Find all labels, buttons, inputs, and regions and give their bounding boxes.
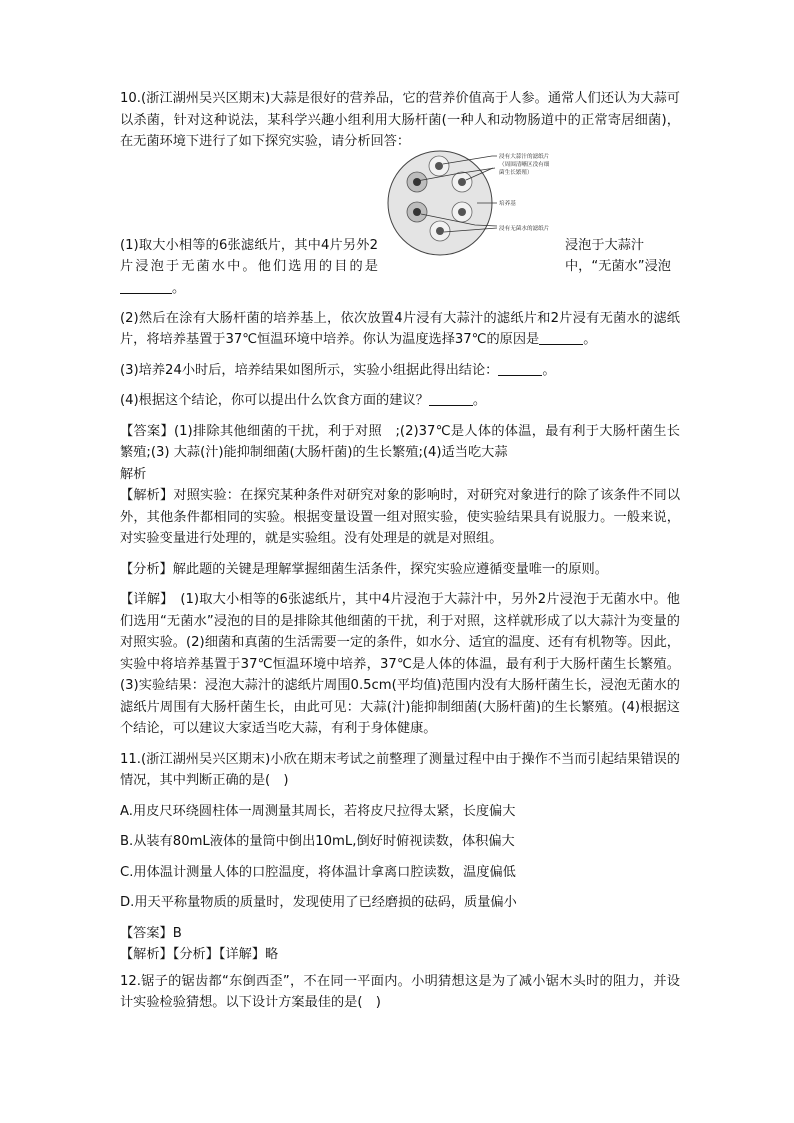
question-10-detail: 【详解】 (1)取大小相等的6张滤纸片，其中4片浸泡于大蒜汁中，另外2片浸泡于无菌水中。他们选用“无菌水”浸泡的目的是排除其他细菌的干扰，利于对照，这样就形成了以大蒜汁为变量的对照实验。(2)细菌和真菌的生活需要一定的条件，如水分、适宜的温度、还有有机物等。因此，实验中将培养基置于37℃恒温环境中培养，37℃是人体的体温，最有利于大肠杆菌生长繁殖。(3)实验结果：浸泡大蒜汁的滤纸片周围0.5cm(平均值)范围内没有大肠杆菌生长，浸泡无菌水的滤纸片周围有大肠杆菌生长，由此可见：大蒜(汁)能抑制细菌(大肠杆菌)的生长繁殖。(4)根据这个结论，可以建议大家适当吃大蒜，有利于身体健康。 [120, 592, 680, 736]
question-11-option-c: C.用体温计测量人体的口腔温度，将体温计拿离口腔读数，温度偏低 [120, 864, 516, 880]
garlic-disc-1 [429, 156, 449, 176]
question-10-part-3: (3)培养24小时后，培养结果如图所示，实验小组据此得出结论： [120, 362, 499, 378]
question-11-option-d: D.用天平称量物质的质量时，发现使用了已经磨损的砝码，质量偏小 [120, 895, 517, 910]
question-11-answer: 【答案】B [120, 925, 182, 941]
question-11-option-a: A.用皮尺环绕圆柱体一周测量其周长，若将皮尺拉得太紧，长度偏大 [120, 803, 516, 819]
water-disc-1 [407, 172, 427, 192]
label-garlic-disc: 浸有大蒜汁的滤纸片 [499, 153, 550, 160]
jiexi-heading: 解析 [120, 466, 147, 482]
question-10-part-1-continued: 浸泡于大蒜汁中，“无菌水”浸泡 [565, 237, 671, 274]
answer-blank-2 [539, 330, 583, 345]
answer-blank-4 [429, 391, 473, 406]
document-page: 10.(浙江湖州吴兴区期末)大蒜是很好的营养品，它的营养价值高于人参。通常人们还认为大蒜可以杀菌，针对这种说法，某科学兴趣小组利用大肠杆菌(一种人和动物肠道中的正常寄居细菌)，在无菌环境下进行了如下探究实验，请分析回答： 浸有大蒜汁的滤纸片 （周围清晰区没有细 菌生长繁殖） 培养基 浸有无菌水的滤纸片 (1)取大小相等的6张滤纸片，其中4片另外2片浸泡于无菌水中。他们选用的目的是。 浸泡于大蒜汁中，“无菌水”浸泡 (2)然后在涂有大肠杆菌的培养基上，依次放置4片浸有大蒜汁的滤纸片和2片浸有无菌水的滤纸片，将培养基置于37℃恒温环境中培养。你认为温度选择37℃的原因是 。 (3)培养24小时后，培养结果如图所示，实验小组据此得出结论： 。 (4)根据这个结论，你可以提出什么饮食方面的建议？ 。 【答案】(1)排除其他细菌的干扰，利于对照 ;(2)37℃是人体的体温，最有利于大肠杆菌生长繁殖;(3) 大蒜(汁)能抑制细菌(大肠杆菌)的生长繁殖;(4)适当吃大蒜 解析 【解析】对照实验：在探究某种条件对研究对象的影响时，对研究对象进行的除了该条件不同以外，其他条件都相同的实验。根据变量设置一组对照实验，使实验结果具有说服力。一般来说，对实验变量进行处理的，就是实验组。没有处理是的就是对照组。 【分析】解此题的关键是理解掌握细菌生活条件，探究实验应遵循变量唯一的原则。 【详解】 (1)取大小相等的6张滤纸片，其中4片浸泡于大蒜汁中，另外2片浸泡于无菌水中。他们选用“无菌水”浸泡的目的是排除其他细菌的干扰，利于对照，这样就形成了以大蒜汁为变量的对照实验。(2)细菌和真菌的生活需要一定的条件，如水分、适宜的温度、还有有机物等。因此，实验中将培养基置于37℃恒温环境中培养，37℃是人体的体温，最有利于大肠杆菌生长繁殖。(3)实验结果：浸泡大蒜汁的滤纸片周围0.5cm(平均值)范围内没有大肠杆菌生长，浸泡无菌水的滤纸片周围有大肠杆菌生长，由此可见：大蒜(汁)能抑制细菌(大肠杆菌)的生长繁殖。(4)根据这个结论，可以建议大家适当吃大蒜，有利于身体健康。 11.(浙江湖州吴兴区期末)小欣在期末考试之前整理了测量过程中由于操作不当而引起结果错误的情况，其中判断正确的是( ) A.用皮尺环绕圆柱体一周测量其周长，若将皮尺拉得太紧，长度偏大 B.从装有80mL液体的量筒中倒出10mL,倒好时俯视读数，体积偏大 C.用体温计测量人体的口腔温度，将体温计拿离口腔读数，温度偏低 D.用天平称量物质的质量时，发现使用了已经磨损的砝码，质量偏小 【答案】B 【解析】【分析】【详解】略 12.锯子的锯齿都“东倒西歪”，不在同一平面内。小明猜想这是为了减小锯木头时的阻力，并设计实验检验猜想。以下设计方案最佳的是( ) [120, 88, 680, 1014]
question-10-part-1-left [120, 235, 378, 300]
answer-blank-1 [120, 279, 172, 294]
label-garlic-disc-note-2: 菌生长繁殖） [499, 169, 533, 176]
label-water-disc: 浸有无菌水的滤纸片 [499, 225, 550, 232]
question-11-stem: 11.(浙江湖州吴兴区期末)小欣在期末考试之前整理了测量过程中由于操作不当而引起结果错误的情况，其中判断正确的是( ) [120, 751, 680, 788]
question-10-answer: 【答案】(1)排除其他细菌的干扰，利于对照 ;(2)37℃是人体的体温，最有利于大肠杆菌生长繁殖;(3) 大蒜(汁)能抑制细菌(大肠杆菌)的生长繁殖;(4)适当吃大蒜 [120, 423, 680, 460]
label-garlic-disc-note-1: （周围清晰区没有细 [499, 161, 550, 168]
question-12-stem: 12.锯子的锯齿都“东倒西歪”，不在同一平面内。小明猜想这是为了减小锯木头时的阻力，并设计实验检验猜想。以下设计方案最佳的是( ) [120, 973, 680, 1010]
question-11-tail: 【解析】【分析】【详解】略 [120, 947, 279, 962]
period: 。 [172, 280, 186, 296]
question-10-part-1-text: (1)取大小相等的6张滤纸片，其中4片另外2片浸泡于无菌水中。他们选用的目的是 [120, 237, 378, 274]
garlic-disc-3 [452, 202, 472, 222]
question-10-fenxi: 【分析】解此题的关键是理解掌握细菌生活条件，探究实验应遵循变量唯一的原则。 [120, 561, 608, 577]
question-10-part-4: (4)根据这个结论，你可以提出什么饮食方面的建议？ [120, 393, 429, 408]
label-culture-medium: 培养基 [499, 200, 516, 207]
answer-blank-3 [498, 361, 542, 376]
question-10-figure-row [120, 153, 680, 303]
garlic-disc-4 [430, 221, 450, 241]
question-10-intro: 10.(浙江湖州吴兴区期末)大蒜是很好的营养品，它的营养价值高于人参。通常人们还认为大蒜可以杀菌，针对这种说法，某科学兴趣小组利用大肠杆菌(一种人和动物肠道中的正常寄居细菌)，在无菌环境下进行了如下探究实验，请分析回答： [120, 91, 680, 149]
question-11-option-b: B.从装有80mL液体的量筒中倒出10mL,倒好时俯视读数，体积偏大 [120, 834, 515, 849]
question-10-part-2: (2)然后在涂有大肠杆菌的培养基上，依次放置4片浸有大蒜汁的滤纸片和2片浸有无菌水的滤纸片，将培养基置于37℃恒温环境中培养。你认为温度选择37℃的原因是 [120, 310, 680, 347]
question-10-part-1-right [565, 235, 680, 278]
water-disc-2 [407, 202, 427, 222]
question-10-analysis: 【解析】对照实验：在探究某种条件对研究对象的影响时，对研究对象进行的除了该条件不同以外，其他条件都相同的实验。根据变量设置一组对照实验，使实验结果具有说服力。一般来说，对实验变量进行处理的，就是实验组。没有处理是的就是对照组。 [120, 488, 681, 546]
garlic-disc-2 [452, 172, 472, 192]
